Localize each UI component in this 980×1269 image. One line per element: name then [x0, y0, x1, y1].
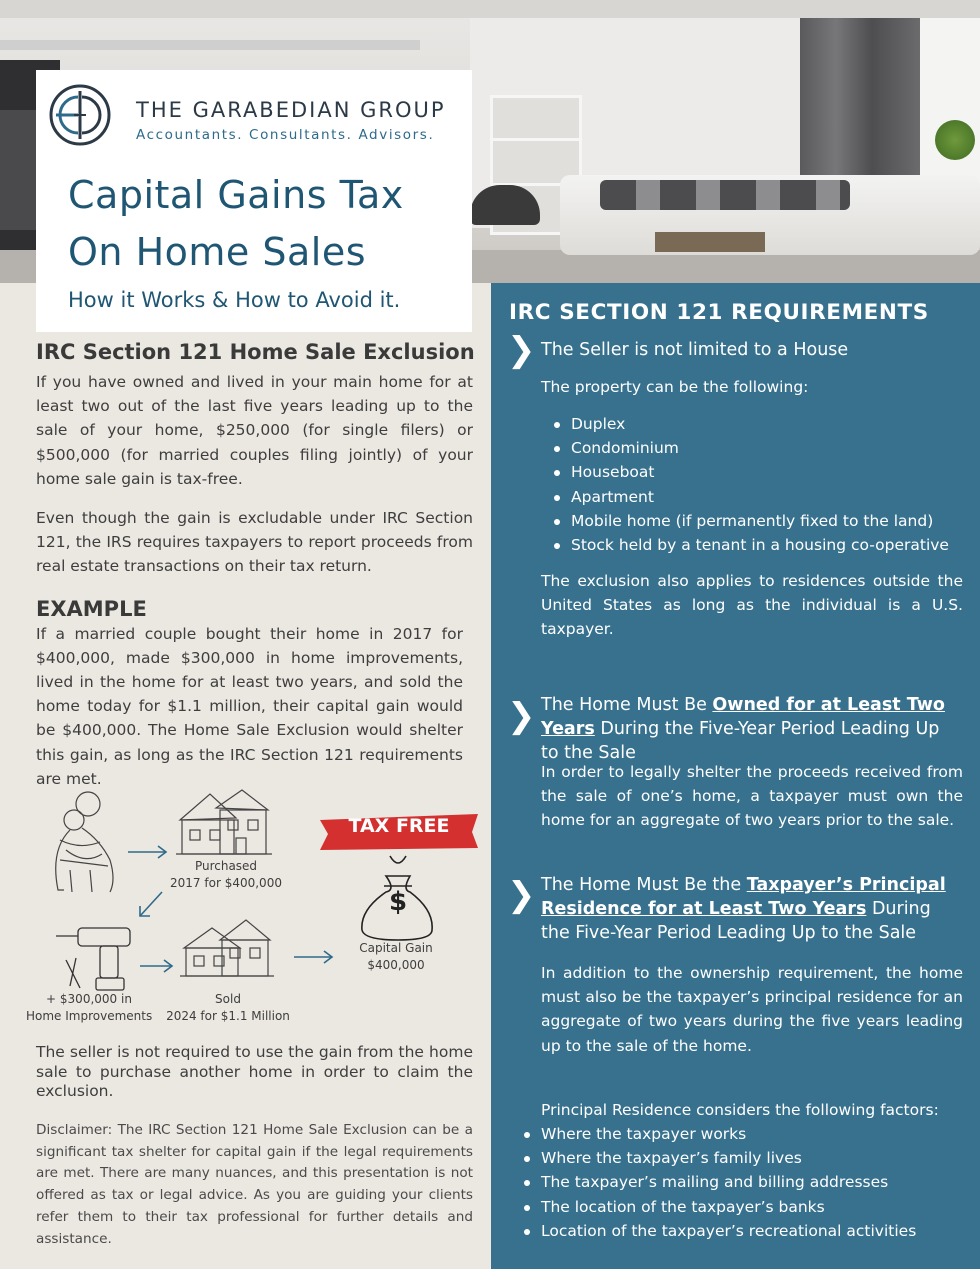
requirement-1-title: The Seller is not limited to a House [541, 340, 849, 360]
exclusion-paragraph-1: If you have owned and lived in your main home for at least two out of the last five years leading up to the sale of your home, $250,000 (for single filers) or $500,000 (for married couples filing jointly) of your home sale gain is tax-free. [36, 373, 473, 488]
brand-tagline: Accountants. Consultants. Advisors. [136, 127, 435, 143]
example-paragraph: If a married couple bought their home in 2017 for $400,000, made $300,000 in home improvements, lived in the home for at least two years, and sold the home today for $1.1 million, their capital gain would be $400,000. The Home Sale Exclusion would shelter this gain, as long as the IRC Section 121 requirements are met. [36, 624, 463, 788]
improvements-label: + $300,000 in [46, 992, 132, 1006]
brand-name: THE GARABEDIAN GROUP [136, 98, 446, 122]
requirements-panel [491, 283, 980, 1269]
range-hood [0, 40, 420, 50]
list-item: Mobile home (if permanently fixed to the land) [541, 509, 971, 533]
drill-icon [56, 928, 130, 990]
house-sold-icon [180, 920, 274, 976]
requirements-heading: IRC SECTION 121 REQUIREMENTS [509, 300, 929, 325]
arrow-right-icon [128, 846, 166, 858]
example-heading: EXAMPLE [36, 596, 147, 621]
requirement-3-title [541, 873, 961, 945]
arrow-right-icon [294, 951, 332, 963]
requirement-2-title-underline-2: Years [541, 719, 595, 739]
list-item: Stock held by a tenant in a housing co-operative [541, 533, 971, 557]
page-title-line1: Capital Gains Tax [68, 173, 404, 217]
list-item: Condominium [541, 436, 971, 460]
left-column [36, 340, 473, 791]
capital-gain-value: $400,000 [367, 958, 425, 972]
chevron-right-icon: ❯ [507, 875, 536, 915]
requirement-3-title-underline-2: Residence for at Least Two Years [541, 899, 867, 919]
factors-intro: Principal Residence considers the following factors: [541, 1101, 939, 1119]
capital-gain-label: Capital Gain [359, 941, 433, 955]
list-item: Apartment [541, 485, 971, 509]
requirement-1-note: The exclusion also applies to residences outside the United States as long as the individual is a U.S. taxpayer. [541, 572, 963, 639]
residence-factors-list [511, 1122, 941, 1243]
page-title-line2: On Home Sales [68, 230, 367, 274]
list-item: Duplex [541, 412, 971, 436]
exclusion-paragraph-2: Even though the gain is excludable under IRC Section 121, the IRS requires taxpayers to report proceeds from real estate transactions on their tax return. [36, 509, 473, 576]
requirement-1-intro: The property can be the following: [541, 378, 809, 396]
garabedian-logo-icon [48, 83, 112, 147]
coffee-table [655, 232, 765, 252]
requirement-3-title-underline-1: Taxpayer’s Principal [746, 875, 946, 895]
sold-label: Sold [215, 992, 241, 1006]
purchased-detail: 2017 for $400,000 [170, 876, 282, 890]
purchased-label: Purchased [194, 859, 258, 873]
improvements-detail: Home Improvements [26, 1009, 153, 1023]
arrow-down-left-icon [140, 892, 162, 916]
capital-gain-infographic [26, 780, 480, 1030]
dollar-sign: $ [389, 887, 408, 917]
chevron-right-icon: ❯ [507, 330, 536, 370]
list-item: The taxpayer’s mailing and billing addresses [511, 1170, 941, 1194]
ceiling [0, 0, 980, 18]
requirement-2-text: In order to legally shelter the proceeds received from the sale of one’s home, a taxpayer must own the home for an aggregate of two years prior to the sale. [541, 763, 963, 830]
exclusion-heading: IRC Section 121 Home Sale Exclusion [36, 340, 475, 364]
sold-detail: 2024 for $1.1 Million [166, 1009, 290, 1023]
kitchen-cabinet-panel [0, 110, 36, 230]
requirement-3-title-pre: The Home Must Be the [541, 875, 747, 895]
requirement-2-title [541, 693, 961, 765]
list-item: Location of the taxpayer’s recreational activities [511, 1219, 941, 1243]
list-item: The location of the taxpayer’s banks [511, 1195, 941, 1219]
requirement-3-text: In addition to the ownership requirement, the home must also be the taxpayer’s principal residence for an aggregate of two years during the five years leading up to the sale of the home. [541, 964, 963, 1055]
list-item: Where the taxpayer’s family lives [511, 1146, 941, 1170]
property-type-list [541, 412, 971, 557]
reinvestment-note: The seller is not required to use the gain from the home sale to purchase another home in order to claim the exclusion. [36, 1043, 473, 1100]
requirement-2-title-post: During the Five-Year Period Leading Up to the Sale [541, 719, 940, 763]
tax-free-label: TAX FREE [348, 815, 450, 837]
requirement-3-title-post: During the Five-Year Period Leading Up to the Sale [541, 899, 931, 943]
page-subtitle: How it Works & How to Avoid it. [68, 288, 401, 312]
house-purchased-icon [176, 790, 272, 854]
pillows [600, 180, 850, 210]
list-item: Houseboat [541, 460, 971, 484]
requirement-2-title-underline-1: Owned for at Least Two [712, 695, 945, 715]
disclaimer: Disclaimer: The IRC Section 121 Home Sale Exclusion can be a significant tax shelter for capital gain if the legal requirements are met. There are many nuances, and this presentation is not offered as tax or legal advice. As you are guiding your clients refer them to their tax professional for further details and assistance. [36, 1122, 473, 1247]
chevron-right-icon: ❯ [507, 696, 536, 736]
header-card [36, 70, 472, 332]
plant [935, 120, 975, 160]
requirement-2-title-pre: The Home Must Be [541, 695, 713, 715]
list-item: Where the taxpayer works [511, 1122, 941, 1146]
arrow-right-icon [140, 960, 172, 972]
couple-icon [56, 792, 113, 892]
